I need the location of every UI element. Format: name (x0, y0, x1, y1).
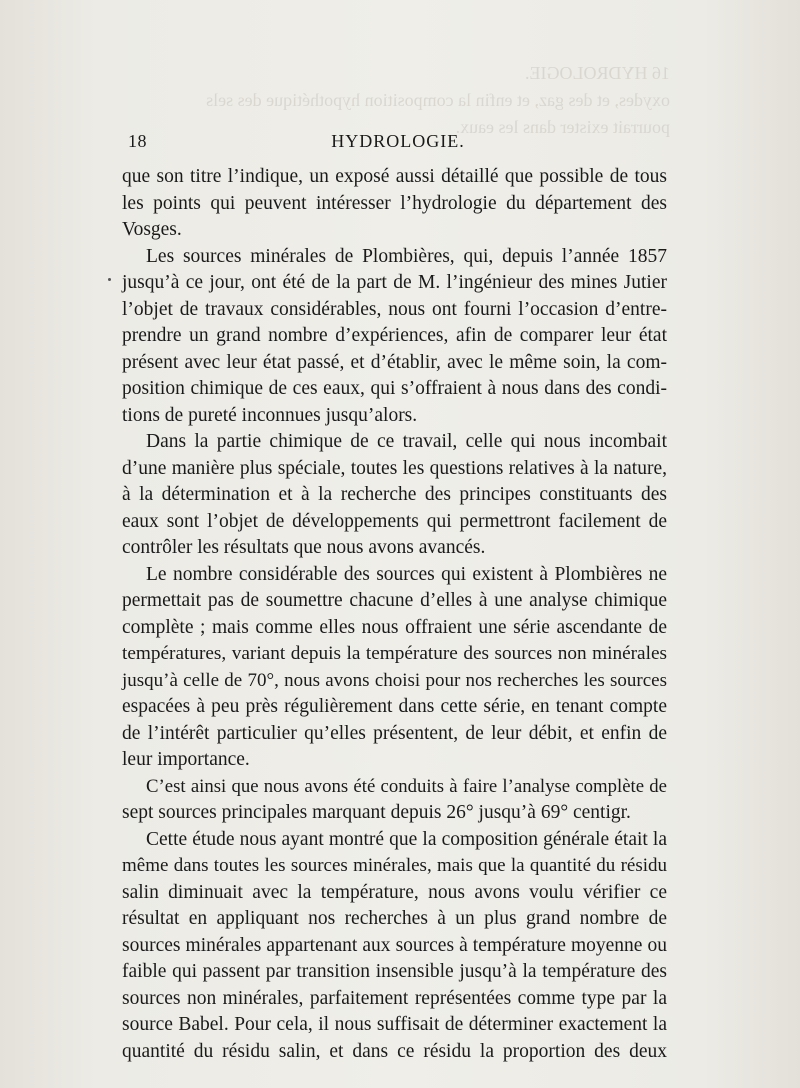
ink-speck (108, 278, 111, 281)
text-line: Cette étude nous ayant montré que la composition générale était la (146, 828, 667, 850)
text-line: quantité du résidu salin, et dans ce résidu la proportion des deux (122, 1040, 667, 1062)
text-line: même dans toutes les sources minérales, mais que la quantité du résidu (122, 855, 667, 876)
text-line: de l’intérêt particulier qu’elles présentent, de leur débit, et enfin de (122, 722, 667, 744)
text-line: jusqu’à celle de 70°, nous avons choisi pour nos recherches les sources (122, 669, 667, 691)
text-line: sources minérales appartenant aux sources à température moyenne ou (122, 934, 667, 956)
text-line: d’une manière plus spéciale, toutes les questions relatives à la nature, (122, 457, 667, 479)
text-line: source Babel. Pour cela, il nous suffisait de déterminer exactement la (122, 1014, 667, 1035)
bleed-through-text (110, 60, 670, 141)
text-line: permettait pas de soumettre chacune d’elles à une analyse chimique (122, 590, 667, 611)
text-line: position chimique de ces eaux, qui s’offraient à nous dans des condi- (122, 378, 667, 399)
page-number: 18 (128, 131, 147, 151)
text-line: jusqu’à ce jour, ont été de la part de M. l’ingénieur des mines Jutier (122, 272, 667, 293)
text-line: Le nombre considérable des sources qui existent à Plombières ne (146, 563, 667, 585)
text-line: eaux sont l’objet de développements qui permettront facilement de (122, 510, 667, 532)
text-line: contrôler les résultats que nous avons avancés. (122, 537, 486, 558)
text-line: tions de pureté inconnues jusqu’alors. (122, 404, 418, 426)
body-text (122, 164, 667, 1065)
running-head: HYDROLOGIE. (331, 131, 465, 151)
text-line: espacées à peu près régulièrement dans cette série, en tenant compte (122, 696, 667, 717)
text-line: faible qui passent par transition insensible jusqu’à la température des (122, 961, 667, 982)
text-line: Dans la partie chimique de ce travail, celle qui nous incombait (146, 431, 667, 452)
text-line: complète ; mais comme elles nous offraient une série ascendante de (122, 616, 667, 638)
text-line: sources non minérales, parfaitement représentées comme type par la (122, 987, 667, 1009)
text-line: que son titre l’indique, un exposé aussi détaillé que possible de tous (122, 166, 667, 187)
text-line: résultat en appliquant nos recherches à un plus grand nombre de (122, 908, 667, 929)
bleed-line: 16 HYDROLOGIE. (525, 63, 670, 83)
text-line: Vosges. (122, 219, 182, 240)
bleed-line: oxydes, et des gaz, et enfin la composition hypothétique des sels (206, 90, 670, 110)
bleed-line: pourrait exister dans les eaux. (455, 117, 670, 137)
text-line: salin diminuait avec la température, nous avons voulu vérifier ce (122, 881, 667, 903)
text-line: leur importance. (122, 749, 250, 770)
text-line: sept sources principales marquant depuis 26° jusqu’à 69° centigr. (122, 802, 631, 823)
text-line: présent avec leur état passé, et d’établir, avec le même soin, la com- (122, 351, 667, 373)
page-header (128, 131, 668, 157)
text-line: l’objet de travaux considérables, nous ont fourni l’occasion d’entre- (122, 298, 667, 320)
text-line: températures, variant depuis la température des sources non minérales (122, 643, 667, 664)
text-line: prendre un grand nombre d’expériences, afin de comparer leur état (122, 325, 667, 346)
text-line: C’est ainsi que nous avons été conduits à faire l’analyse complète de (146, 775, 667, 797)
text-line: les points qui peuvent intéresser l’hydrologie du département des (122, 192, 667, 214)
text-line: Les sources minérales de Plombières, qui, depuis l’année 1857 (146, 245, 667, 267)
text-line: à la détermination et à la recherche des principes constituants des (122, 484, 667, 505)
